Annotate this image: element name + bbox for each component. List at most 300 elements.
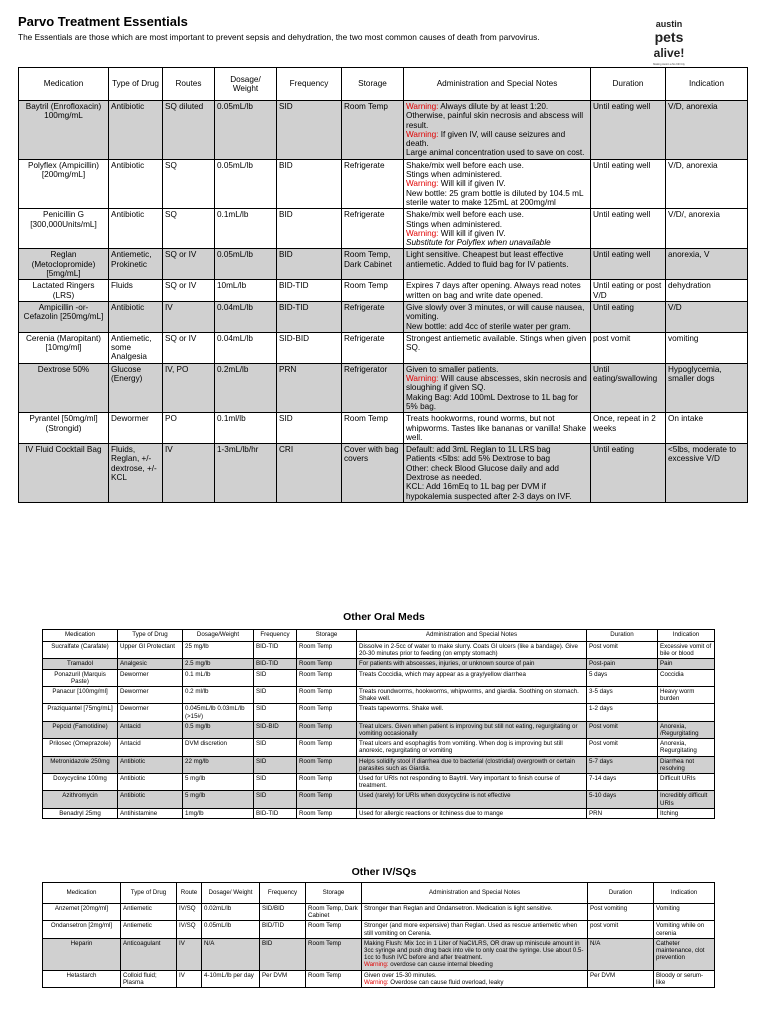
cell-freq: SID [254,687,297,704]
table-row [43,756,715,773]
cell-notes [404,444,591,503]
cell-dose: DVM discretion [183,739,254,756]
cell-type: Glucose (Energy) [109,363,163,412]
cell-dose: 5 mg/lb [183,791,254,808]
table-row [43,659,715,669]
cell-ind: Itching [658,808,715,818]
warning-label: Warning: [364,961,391,969]
cell-ind: Excessive vomit of bile or blood [658,642,715,659]
essentials-table [18,67,748,503]
cell-dose: 1mg/lb [183,808,254,818]
table-row [43,791,715,808]
cell-freq: SID [254,669,297,686]
cell-med: Ponazuril (Marquis Paste) [43,669,118,686]
cell-dur: Until eating/swallowing [591,363,666,412]
cell-dur: 5 days [587,669,658,686]
cell-ind: V/D/, anorexia [666,209,748,249]
cell-freq: BID-TID [254,808,297,818]
note-text: Stronger (and more expensive) than Reglan. Used as rescue antiemetic when still vomiting on Cerenia. [364,922,578,937]
austin-pets-alive-logo [651,16,687,68]
cell-type: Antibiotic [118,791,183,808]
cell-ind: Vomiting [654,904,715,921]
cell-notes: Used for URIs not responding to Baytril. Very important to finish course of treatment. [357,774,587,791]
table-row [19,413,748,444]
cell-dur: Per DVM [588,970,654,987]
cell-med: Ondansetron [2mg/ml] [43,921,121,938]
cell-notes: Treat ulcers. Given when patient is improving but still not eating, regurgitating or vomiting occasionally [357,721,587,738]
iv-sq-title: Other IV/SQs [351,866,417,878]
cell-route: IV [163,301,215,332]
cell-dur: 1-2 days [587,704,658,721]
cell-notes: Treats tapeworms. Shake well. [357,704,587,721]
note-text: New bottle: 25 gram bottle is diluted by 104.5 mL sterile water to make 125mL at 200mg/ml [406,188,584,207]
note-text: KCL: Add 16mEq to 1L bag per DVM if hypokalemia suspected after 2-3 days on IVF. [406,482,572,501]
table-row [43,774,715,791]
note-text: Other: check Blood Glucose daily and add Dextrose as needed. [406,463,559,482]
cell-storage: Room Temp [297,704,357,721]
cell-notes [404,101,591,160]
cell-route: PO [163,413,215,444]
cell-storage: Room Temp [297,642,357,659]
column-header: Frequency [260,883,306,904]
cell-med: Doxycycline 100mg [43,774,118,791]
cell-freq: BID [277,249,342,280]
cell-notes [404,249,591,280]
warning-label: Warning: [406,179,441,189]
cell-dur: N/A [588,938,654,970]
cell-storage: Room Temp [297,756,357,773]
cell-dur: Until eating well [591,209,666,249]
column-header: Administration and Special Notes [362,883,588,904]
note-text: Stings when administered. [406,170,503,180]
page-subtitle: The Essentials are those which are most important to prevent sepsis and dehydration, the two most common causes of death from parvovirus. [18,32,540,42]
cell-type: Upper GI Protectant [118,642,183,659]
cell-dose: 1-3mL/lb/hr [215,444,277,503]
cell-freq: SID [254,756,297,773]
column-header: Duration [587,630,658,642]
cell-notes [404,413,591,444]
cell-type: Antiemetic, some Analgesia [109,332,163,363]
cell-storage: Room Temp [342,280,404,302]
column-header: Storage [342,68,404,101]
column-header: Frequency [277,68,342,101]
cell-storage: Cover with bag covers [342,444,404,503]
cell-route: IV/SQ [177,904,202,921]
cell-storage: Room Temp [297,791,357,808]
table-row [19,444,748,503]
note-text: Default: add 3mL Reglan to 1L LRS bag [406,445,551,455]
cell-med: Sucralfate (Carafate) [43,642,118,659]
cell-route: SQ [163,159,215,208]
cell-route: IV [177,938,202,970]
note-text: Treats hookworms, round worms, but not whipworms. Tastes like bananas or vanilla! Shake well. [406,414,587,442]
cell-med: Pepcid (Famotidine) [43,721,118,738]
cell-storage: Refrigerate [342,209,404,249]
cell-storage: Room Temp [306,938,362,970]
note-text: Strongest antiemetic available. Stings when given SQ. [406,333,587,353]
table-row [43,970,715,987]
cell-freq: SID [277,413,342,444]
warning-label: Warning: [364,978,391,986]
cell-ind: <5lbs, moderate to excessive V/D [666,444,748,503]
table-row [19,280,748,302]
cell-route: SQ [163,209,215,249]
cell-dur: Until eating well [591,249,666,280]
cell-freq: SID [254,739,297,756]
cell-storage: Room Temp [297,669,357,686]
cell-dose: 0.02mL/lb [202,904,260,921]
cell-notes [362,921,588,938]
cell-storage: Room Temp [342,101,404,160]
cell-ind: Difficult URIs [658,774,715,791]
cell-dose: 0.05mL/lb [202,921,260,938]
cell-type: Antibiotic [109,301,163,332]
cell-med: Metronidazole 250mg [43,756,118,773]
cell-type: Analgesic [118,659,183,669]
column-header: Dosage/ Weight [215,68,277,101]
cell-freq: SID [254,774,297,791]
cell-dur: post vomit [591,332,666,363]
cell-notes [404,280,591,302]
cell-med: Hetastarch [43,970,121,987]
cell-dose: 0.045mL/lb 0.03mL/lb (>15#) [183,704,254,721]
cell-type: Dewormer [118,669,183,686]
cell-dose: 25 mg/lb [183,642,254,659]
column-header: Medication [43,630,118,642]
cell-ind: V/D, anorexia [666,101,748,160]
column-header: Type of Drug [121,883,177,904]
column-header: Type of Drug [118,630,183,642]
note-text: overdose can cause internal bleeding [390,961,493,969]
cell-freq: SID [254,704,297,721]
cell-dur: Until eating well [591,159,666,208]
cell-storage: Refrigerate [342,159,404,208]
cell-notes: Treat ulcers and esophagitis from vomiting. When dog is improving but still anorexic, regurgitating or vomiting [357,739,587,756]
cell-dur: PRN [587,808,658,818]
cell-ind: Hypoglycemia, smaller dogs [666,363,748,412]
table-row [43,938,715,970]
column-header: Dosage/Weight [183,630,254,642]
cell-med: Pyrantel [50mg/ml] (Strongid) [19,413,109,444]
column-header: Storage [297,630,357,642]
cell-med: Tramadol [43,659,118,669]
cell-route: SQ or IV [163,249,215,280]
cell-notes [362,938,588,970]
cell-notes [362,904,588,921]
column-header: Type of Drug [109,68,163,101]
cell-route: IV [177,970,202,987]
cell-storage: Room Temp [297,721,357,738]
cell-dose: 4-10mL/lb per day [202,970,260,987]
column-header: Storage [306,883,362,904]
cell-ind: Incredibly difficult URIs [658,791,715,808]
table-row [19,363,748,412]
cell-dose: 22 mg/lb [183,756,254,773]
cell-freq: BID-TID [277,280,342,302]
cell-freq: SID-BID [277,332,342,363]
cell-dose: 2.5 mg/lb [183,659,254,669]
page-title: Parvo Treatment Essentials [18,14,188,29]
column-header: Duration [591,68,666,101]
cell-type: Antibiotic [109,159,163,208]
note-text: Shake/mix well before each use. [406,210,524,220]
cell-med: Benadryl 25mg [43,808,118,818]
cell-freq: BID [277,209,342,249]
cell-dur: post vomit [588,921,654,938]
cell-storage: Room Temp [297,739,357,756]
cell-dose: N/A [202,938,260,970]
cell-freq: SID [254,791,297,808]
column-header: Medication [43,883,121,904]
note-text: Always dilute by at least 1:20. Otherwise, painful skin necrosis and abscess will result. [406,102,584,130]
column-header: Routes [163,68,215,101]
cell-med: IV Fluid Cocktail Bag [19,444,109,503]
table-row [19,159,748,208]
cell-med: Anzemet [20mg/ml] [43,904,121,921]
cell-freq: CRI [277,444,342,503]
cell-ind: vomiting [666,332,748,363]
cell-dose: 0.05mL/lb [215,101,277,160]
cell-notes [404,159,591,208]
table-row [43,739,715,756]
cell-storage: Room Temp [297,774,357,791]
note-text: Stronger than Reglan and Ondansetron. Medication is light sensitive. [364,905,553,912]
column-header: Indication [658,630,715,642]
column-header: Indication [666,68,748,101]
cell-type: Antibiotic [109,209,163,249]
cell-dose: 0.5 mg/lb [183,721,254,738]
column-header: Medication [19,68,109,101]
note-text: Overdose can cause fluid overload, leaky [390,978,504,986]
warning-label: Warning: [406,374,441,384]
note-text: Making Bag: Add 100mL Dextrose to 1L bag for 5% bag. [406,392,578,411]
cell-notes: For patients with abscesses, injuries, or unknown source of pain [357,659,587,669]
cell-route: SQ or IV [163,332,215,363]
cell-storage: Room Temp [297,687,357,704]
cell-ind: On intake [666,413,748,444]
cell-storage: Refrigerate [342,332,404,363]
cell-med: Prilosec (Omeprazole) [43,739,118,756]
cell-dose: 0.1 mL/lb [183,669,254,686]
cell-notes [404,332,591,363]
cell-dur: Until eating well [591,101,666,160]
column-header: Route [177,883,202,904]
logo-text-3: alive! [653,46,685,60]
note-text: Give slowly over 3 minutes, or will cause nausea, vomiting. [406,302,585,322]
oral-meds-table [42,629,715,819]
table-row [43,904,715,921]
cell-med: Lactated Ringers (LRS) [19,280,109,302]
warning-label: Warning: [406,102,441,111]
table-row [19,301,748,332]
cell-notes: Used for allergic reactions or itchiness due to mange [357,808,587,818]
logo-text-1: austin [655,19,683,29]
cell-type: Antacid [118,721,183,738]
cell-freq: SID [277,101,342,160]
cell-dose: 0.04mL/lb [215,301,277,332]
cell-freq: BID-TID [277,301,342,332]
table-row [19,249,748,280]
cell-med: Panacur [100mg/ml] [43,687,118,704]
cell-type: Dewormer [109,413,163,444]
cell-freq: PRN [277,363,342,412]
cell-storage: Room Temp [297,808,357,818]
column-header: Dosage/ Weight [202,883,260,904]
cell-freq: SID/BID [260,904,306,921]
warning-label: Warning: [406,129,441,139]
table-row [43,721,715,738]
logo-text-2: pets [654,29,684,45]
cell-freq: Per DVM [260,970,306,987]
cell-dur: 5-10 days [587,791,658,808]
cell-route: IV, PO [163,363,215,412]
cell-type: Dewormer [118,687,183,704]
cell-route: SQ diluted [163,101,215,160]
note-text: Stings when administered. [406,219,503,229]
cell-type: Antibiotic [118,774,183,791]
cell-storage: Refrigerator [342,363,404,412]
cell-med: Baytril (Enrofloxacin) 100mg/mL [19,101,109,160]
cell-dose: 0.05mL/lb [215,249,277,280]
cell-ind: Anorexia, Regurgitating [658,739,715,756]
cell-freq: BID-TID [254,659,297,669]
cell-route: SQ or IV [163,280,215,302]
cell-dur: Post vomit [587,739,658,756]
cell-ind: Catheter maintenance, clot prevention [654,938,715,970]
cell-freq: SID-BID [254,721,297,738]
cell-type: Colloid fluid; Plasma [121,970,177,987]
cell-notes [404,209,591,249]
note-text: Making Flush: Mix 1cc in 1 Liter of NaCl/LRS, OR draw up miniscule amount in 3cc syringe and push drug back into vile to only coat the syringe. Use about 0.5-1cc to flush IVC before and after treatment. [364,939,584,962]
table-row [43,921,715,938]
cell-dose: 0.1ml/lb [215,413,277,444]
cell-storage: Room Temp, Dark Cabinet [306,904,362,921]
table-row [19,332,748,363]
cell-freq: BID-TID [254,642,297,659]
note-text: Patients <5lbs: add 5% Dextrose to bag [406,454,551,464]
iv-sq-table-header [43,883,715,904]
cell-ind: Pain [658,659,715,669]
note-text: Light sensitive. Cheapest but least effective antiemetic. Added to fluid bag for IV patients. [406,250,569,269]
cell-dose: 0.2 ml/lb [183,687,254,704]
cell-dose: 10mL/lb [215,280,277,302]
note-text: Will kill if given IV. [440,228,506,238]
cell-med: Azithromycin [43,791,118,808]
cell-dose: 0.2mL/lb [215,363,277,412]
cell-ind: anorexia, V [666,249,748,280]
cell-storage: Room Temp [306,921,362,938]
table-row [43,642,715,659]
cell-dur: 5-7 days [587,756,658,773]
essentials-table-header [19,68,748,101]
note-text: If given IV, will cause seizures and death. [406,129,566,149]
cell-notes [404,301,591,332]
cell-med: Praziquantel [75mg/mL] [43,704,118,721]
cell-type: Antiemetic [121,921,177,938]
cell-route: IV/SQ [177,921,202,938]
cell-dur: Post-pain [587,659,658,669]
cell-notes: Dissolve in 2-5cc of water to make slurry. Coats GI ulcers (like a bandage). Give 20-30 minutes prior to feeding (on empty stomach) [357,642,587,659]
cell-storage: Room Temp [297,659,357,669]
cell-ind: V/D [666,301,748,332]
note-text: New bottle: add 4cc of sterile water per gram. [406,321,571,331]
logo-tagline: Making Austin a No Kill City [653,63,685,66]
table-row [43,687,715,704]
cell-med: Heparin [43,938,121,970]
cell-dur: Until eating [591,444,666,503]
cell-med: Cerenia (Maropitant) [10mg/ml] [19,332,109,363]
cell-dur: Post vomiting [588,904,654,921]
cell-type: Antibiotic [118,756,183,773]
table-row [43,808,715,818]
table-row [43,704,715,721]
cell-ind [658,704,715,721]
note-text: Expires 7 days after opening. Always read notes written on bag and write date opened. [406,281,581,300]
cell-med: Polyflex (Ampicillin) [200mg/mL] [19,159,109,208]
note-text: Given to smaller patients. [406,364,499,374]
table-row [19,209,748,249]
cell-freq: BID/TID [260,921,306,938]
cell-dur: Until eating or post V/D [591,280,666,302]
note-text: Will kill if given IV. [440,179,506,189]
cell-ind: dehydration [666,280,748,302]
cell-dur: 7-14 days [587,774,658,791]
cell-type: Fluids [109,280,163,302]
cell-med: Dextrose 50% [19,363,109,412]
cell-dur: Post vomit [587,642,658,659]
cell-type: Antibiotic [109,101,163,160]
cell-dose: 0.04mL/lb [215,332,277,363]
oral-meds-table-header [43,630,715,642]
cell-dur: Post vomit [587,721,658,738]
cell-ind: Heavy worm burden [658,687,715,704]
column-header: Duration [588,883,654,904]
cell-dose: 5 mg/lb [183,774,254,791]
column-header: Administration and Special Notes [404,68,591,101]
cell-notes [362,970,588,987]
cell-storage: Room Temp [342,413,404,444]
cell-freq: BID [260,938,306,970]
cell-dur: Until eating [591,301,666,332]
cell-dur: Once, repeat in 2 weeks [591,413,666,444]
cell-type: Anticoagulant [121,938,177,970]
cell-type: Antihistamine [118,808,183,818]
cell-route: IV [163,444,215,503]
cell-dose: 0.05mL/lb [215,159,277,208]
table-row [43,669,715,686]
cell-type: Antacid [118,739,183,756]
cell-notes [404,363,591,412]
note-text: Will cause abscesses, skin necrosis and sloughing if given SQ. [406,374,587,393]
cell-storage: Room Temp [306,970,362,987]
cell-notes: Used (rarely) for URIs when doxycycline is not effective [357,791,587,808]
cell-notes: Treats Coccidia, which may appear as a gray/yellow diarrhea [357,669,587,686]
note-text: Given over 15-30 minutes. [364,971,437,979]
column-header: Frequency [254,630,297,642]
cell-type: Antiemetic [121,904,177,921]
cell-type: Antiemetic, Prokinetic [109,249,163,280]
cell-dose: 0.1mL/lb [215,209,277,249]
cell-ind: Coccidia [658,669,715,686]
cell-ind: Diarrhea not resolving [658,756,715,773]
column-header: Administration and Special Notes [357,630,587,642]
cell-notes: Treats roundworms, hookworms, whipworms, and giardia. Soothing on stomach. Shake well. [357,687,587,704]
cell-ind: Anorexia, /Regurgitating [658,721,715,738]
cell-storage: Refrigerate [342,301,404,332]
cell-freq: BID [277,159,342,208]
cell-ind: Bloody or serum-like [654,970,715,987]
cell-dur: 3-5 days [587,687,658,704]
